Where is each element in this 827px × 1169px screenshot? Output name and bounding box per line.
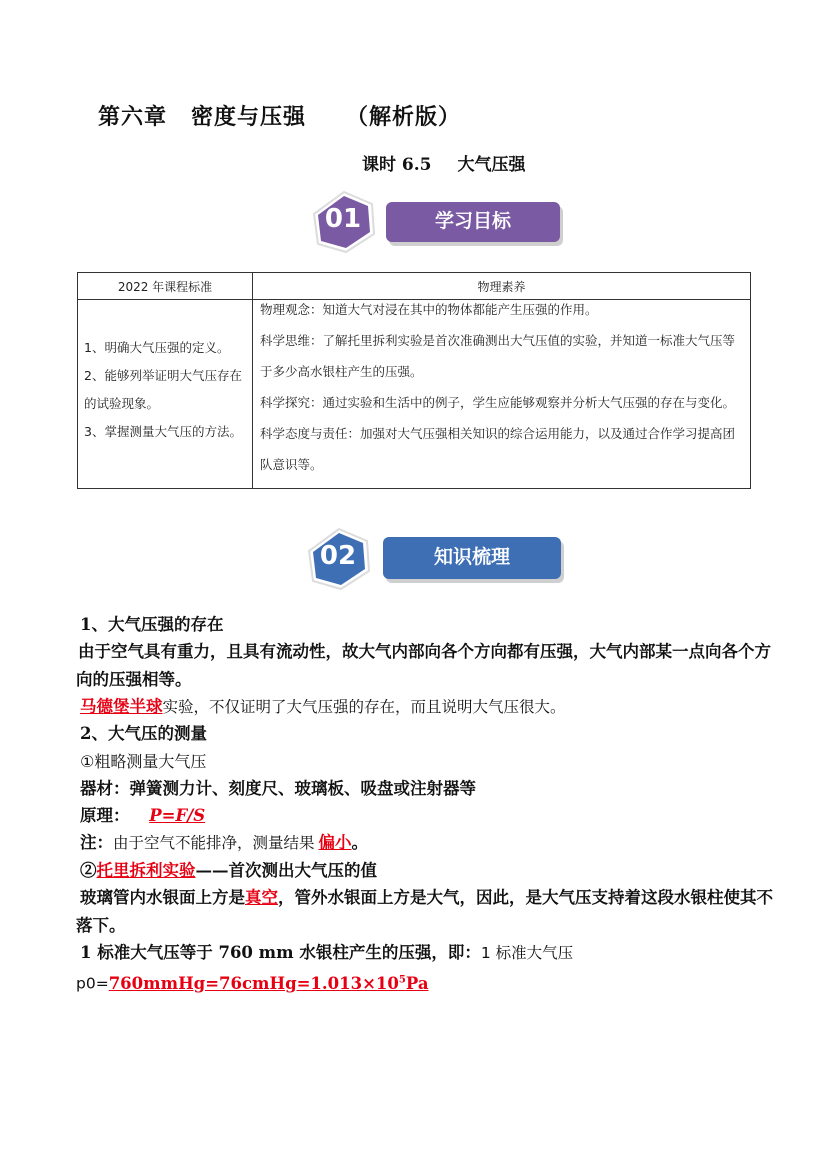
standard-item: 1、明确大气压强的定义。 (84, 340, 230, 355)
paragraph-existence: 由于空气具有重力，且具有流动性，故大气内部向各个方向都有压强，大气内部某一点向各个方向的压强相等。 (76, 642, 771, 689)
section-label-bg (383, 537, 561, 579)
lesson-label: 课时 6.5 (362, 155, 432, 175)
equipment-line: 器材：弹簧测力计、刻度尺、玻璃板、吸盘或注射器等 (80, 779, 476, 798)
document-title (98, 100, 461, 131)
note-line (80, 829, 368, 857)
section-label-bg (386, 202, 560, 242)
section-label: 知识梳理 (433, 546, 510, 568)
note-end: 。 (351, 833, 369, 852)
note-text: 由于空气不能排净，测量结果 (113, 834, 315, 852)
answer-note: 偏小 (318, 833, 352, 852)
standard-item: 3、掌握测量大气压的方法。 (84, 424, 242, 439)
edition-label: （解析版） (346, 104, 462, 130)
literacy-item: 科学态度与责任：加强对大气压强相关知识的综合运用能力，以及通过合作学习提高团队意识等。 (260, 426, 736, 472)
literacy-item: 科学探究：通过实验和生活中的例子，学生应能够观察并分析大气压强的存在与变化。 (260, 395, 736, 410)
standards-cell (78, 300, 253, 489)
standard-item: 2、能够列举证明大气压存在的试验现象。 (84, 368, 242, 411)
standard-pressure-line (80, 939, 573, 967)
answer-pressure (109, 974, 429, 993)
literacy-item: 物理观念：知道大气对浸在其中的物体都能产生压强的作用。 (260, 302, 598, 317)
chapter-topic: 密度与压强 (191, 104, 307, 130)
literacy-item: 科学思维：了解托里拆利实验是首次准确测出大气压值的实验，并知道一标准大气压等于多少高水银柱产生的压强。 (260, 333, 736, 379)
answer-magdeburg: 马德堡半球 (80, 697, 163, 716)
torricelli-prefix: ② (80, 861, 97, 880)
principle-label: 原理： (80, 806, 130, 825)
vacuum-text-a: 玻璃管内水银面上方是 (80, 888, 245, 907)
torricelli-heading (80, 857, 377, 885)
section-number: 02 (319, 541, 357, 571)
chapter-label: 第六章 (98, 104, 168, 130)
paragraph-vacuum (76, 884, 778, 940)
section-number: 01 (324, 204, 362, 234)
vacuum-text-b: ，管外水银面上方是大气，因此，是大气压支持着这段水银柱使其不落下。 (76, 888, 773, 935)
table-row (78, 300, 751, 489)
lesson-name: 大气压强 (457, 155, 526, 175)
pressure-value: 760mmHg=76cmHg=1.013×10 (108, 973, 399, 993)
pressure-unit: Pa (405, 973, 429, 993)
answer-vacuum: 真空 (245, 888, 278, 907)
standard-pressure-tail: 1 标准大气压 (480, 944, 574, 962)
section-number-shape (307, 527, 369, 589)
pressure-formula-line (76, 966, 429, 998)
pressure-prefix: p0= (76, 974, 109, 993)
pressure-exponent: 5 (398, 974, 406, 985)
lesson-title (362, 150, 526, 175)
section-label: 学习目标 (434, 210, 511, 232)
answer-torricelli: 托里拆利实验 (96, 861, 196, 880)
heading-existence: 1、大气压强的存在 (80, 615, 224, 634)
standard-pressure-text: 1 标准大气压等于 760 mm 水银柱产生的压强，即： (80, 943, 481, 962)
note-prefix: 注： (80, 833, 113, 852)
subheading-rough-measure: ①粗略测量大气压 (80, 752, 207, 771)
magdeburg-text: 实验，不仅证明了大气压强的存在，而且说明大气压很大。 (162, 698, 566, 716)
literacy-cell (253, 300, 751, 489)
table-header-standard: 2022 年课程标准 (78, 273, 253, 300)
section-badge-knowledge (307, 527, 565, 595)
standards-table (77, 272, 751, 489)
section-badge-objectives (312, 190, 564, 258)
principle-line (80, 802, 205, 830)
section-number-shape (312, 190, 374, 252)
heading-measurement: 2、大气压的测量 (80, 724, 207, 743)
paragraph-magdeburg (80, 693, 566, 721)
torricelli-text: ——首次测出大气压的值 (195, 861, 377, 880)
answer-principle: P=F/S (149, 806, 206, 825)
table-header-literacy: 物理素养 (253, 273, 751, 300)
